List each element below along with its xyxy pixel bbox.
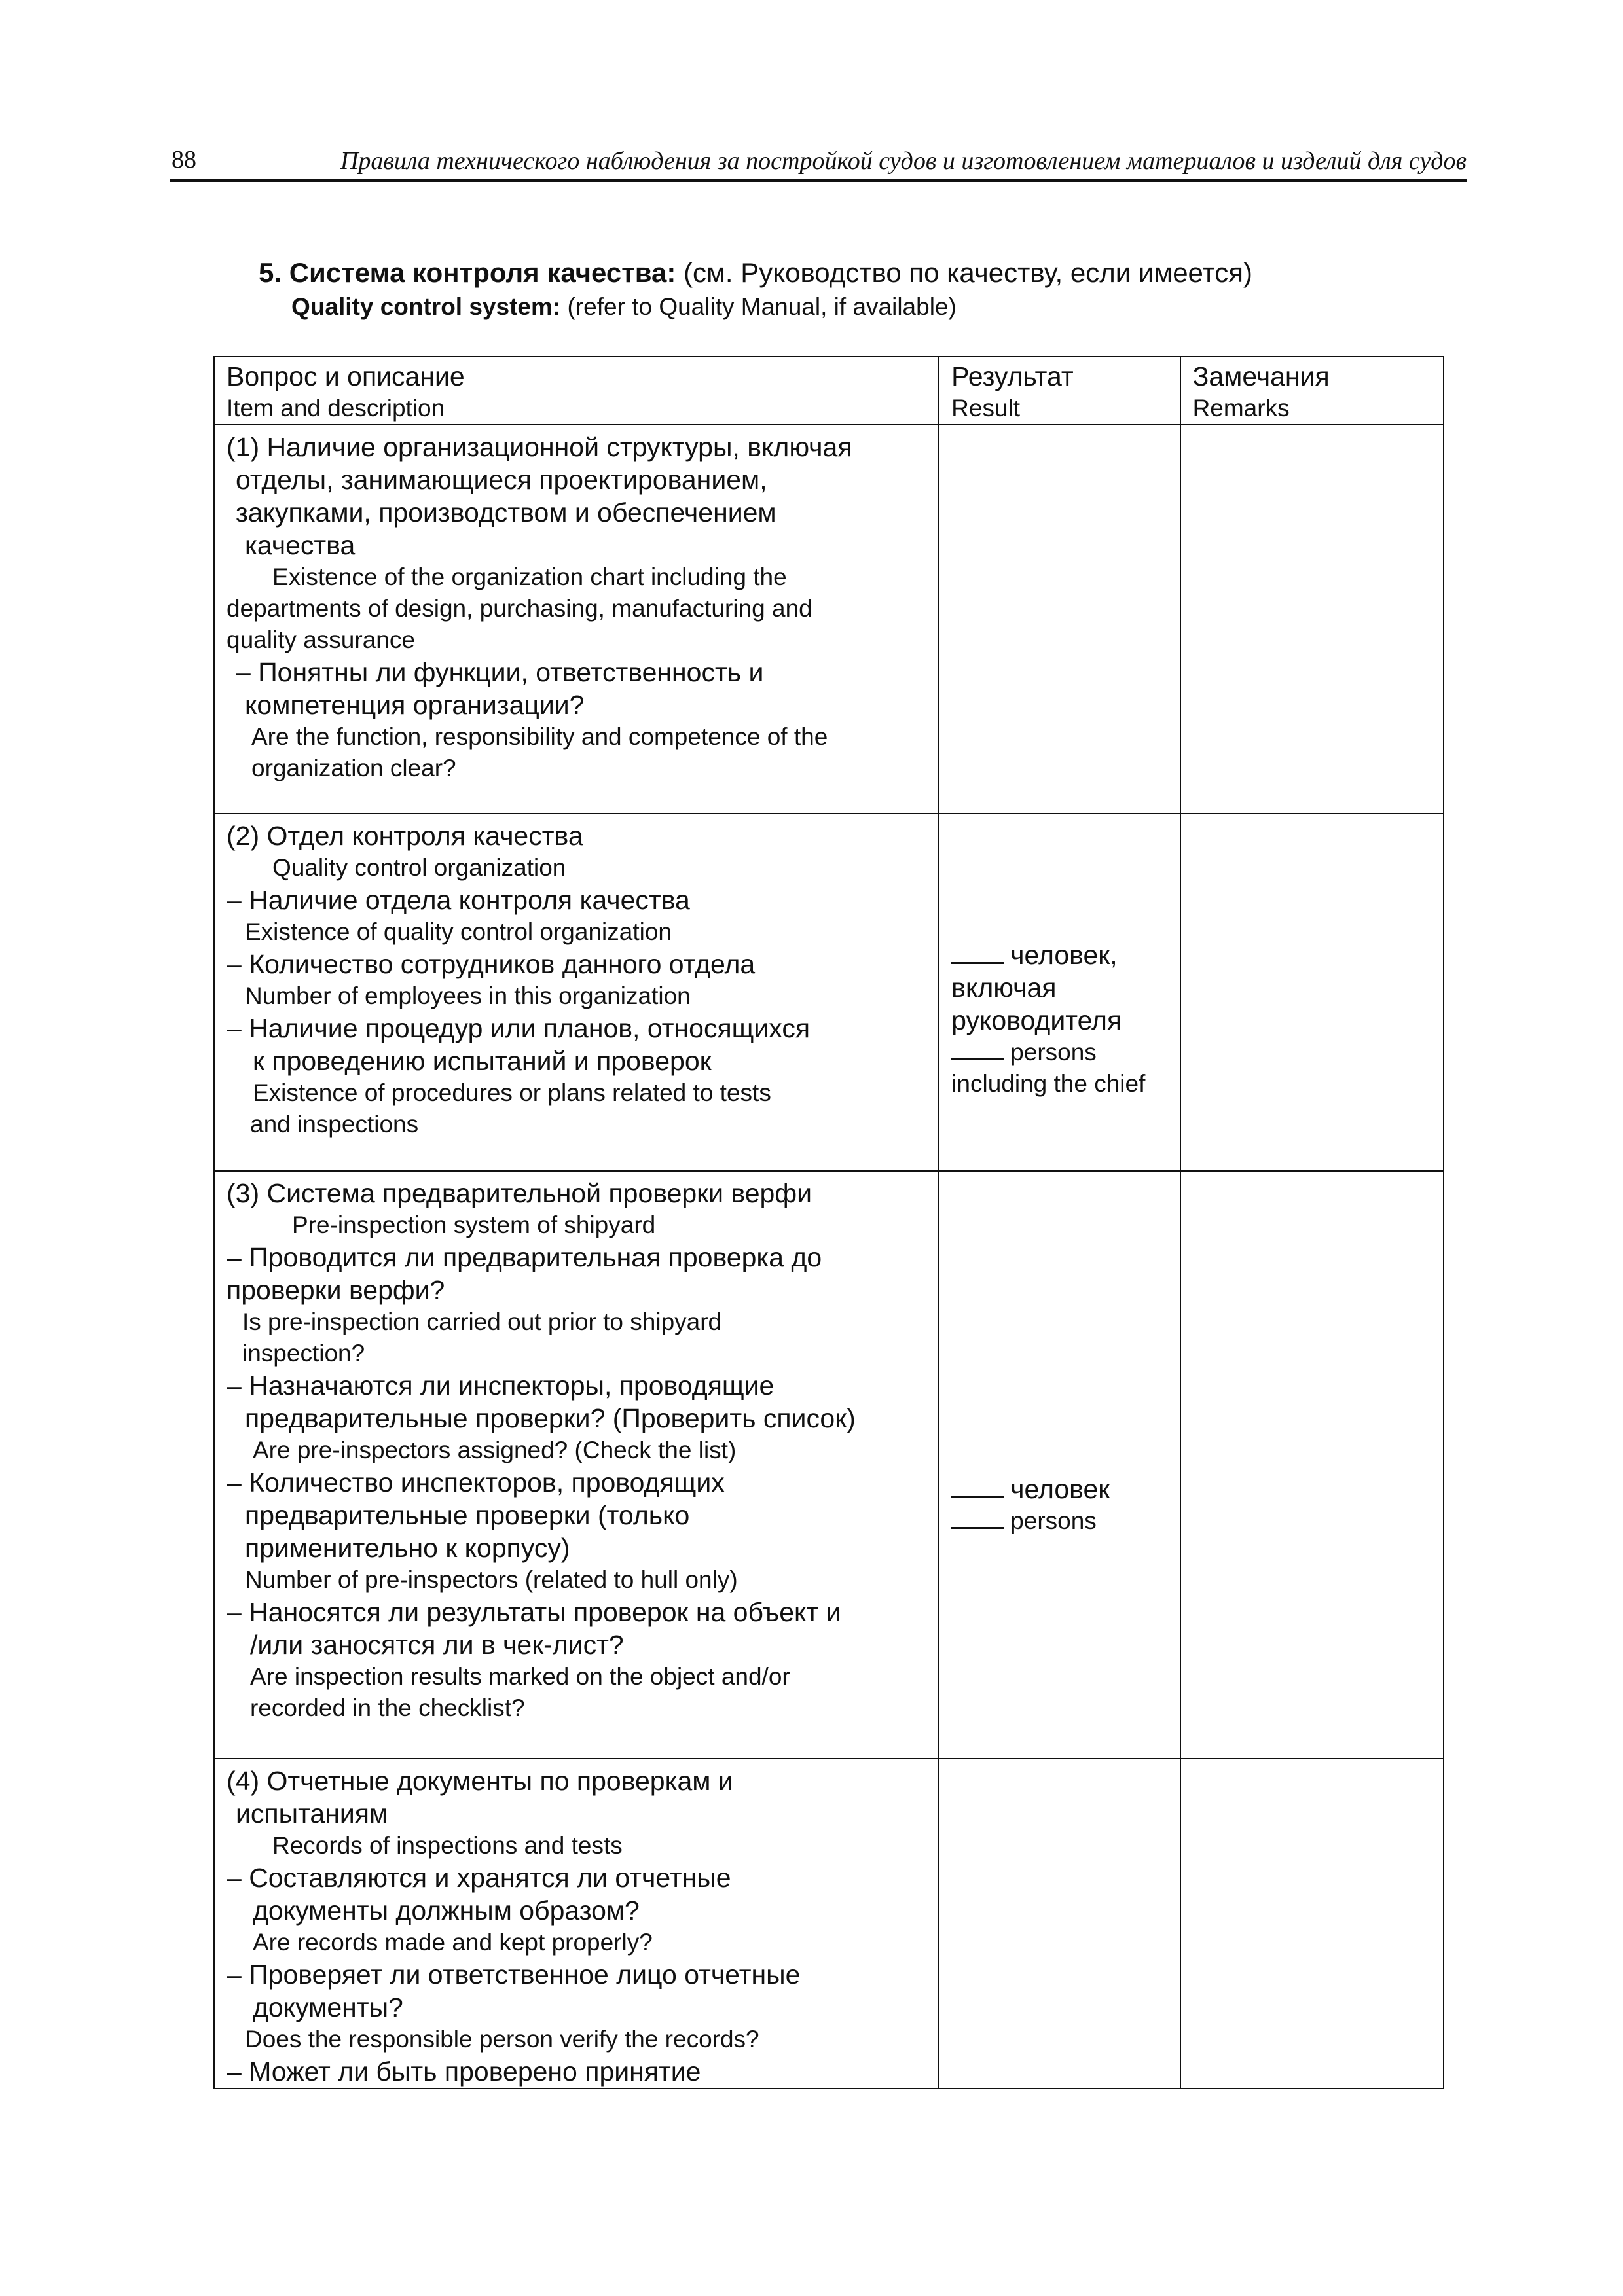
item-line: проверки верфи? <box>227 1275 445 1305</box>
item-line: Are inspection results marked on the object and/or <box>250 1663 790 1690</box>
item-line: документы должным образом? <box>253 1895 640 1926</box>
result-cell[interactable] <box>939 814 1180 1171</box>
item-line: закупками, производством и обеспечением <box>236 497 776 528</box>
item-line: Number of pre-inspectors (related to hull only) <box>245 1566 738 1593</box>
result-cell[interactable] <box>939 1759 1180 2089</box>
section-subheading <box>291 292 957 322</box>
page-number: 88 <box>172 146 196 173</box>
remarks-cell[interactable] <box>1180 1171 1444 1759</box>
result-line: persons <box>1010 1507 1097 1534</box>
item-line: Does the responsible person verify the records? <box>245 2026 759 2053</box>
header-remarks-ru: Замечания <box>1192 361 1330 391</box>
item-line: – Проводится ли предварительная проверка до <box>227 1242 822 1272</box>
item-line: отделы, занимающиеся проектированием, <box>236 465 767 495</box>
item-line: качества <box>245 530 356 560</box>
item-line: and inspections <box>250 1111 419 1138</box>
item-line: – Понятны ли функции, ответственность и <box>236 657 764 687</box>
item-cell <box>214 1171 939 1759</box>
table-row <box>214 1171 1444 1759</box>
blank-line[interactable] <box>951 1479 1004 1498</box>
quality-control-table <box>213 356 1444 2089</box>
remarks-cell[interactable] <box>1180 814 1444 1171</box>
result-cell[interactable] <box>939 425 1180 814</box>
item-line: – Количество сотрудников данного отдела <box>227 949 756 979</box>
header-remarks-en: Remarks <box>1192 395 1290 422</box>
item-line: recorded in the checklist? <box>250 1695 525 1721</box>
header-result <box>939 357 1180 425</box>
item-line: испытаниям <box>236 1799 388 1829</box>
item-cell <box>214 425 939 814</box>
running-head-title: Правила технического наблюдения за постройкой судов и изготовлением материалов и изделий для судов <box>340 147 1467 175</box>
header-remarks <box>1180 357 1444 425</box>
section-note-en: (refer to Quality Manual, if available) <box>567 293 957 320</box>
item-cell <box>214 814 939 1171</box>
item-line: inspection? <box>242 1340 365 1367</box>
item-line: /или заносятся ли в чек-лист? <box>250 1630 624 1660</box>
item-line: предварительные проверки? (Проверить список) <box>245 1403 856 1433</box>
item-line: – Назначаются ли инспекторы, проводящие <box>227 1371 775 1401</box>
item-line: – Наличие процедур или планов, относящихся <box>227 1013 811 1043</box>
section-note-ru: (см. Руководство по качеству, если имеется) <box>684 257 1253 288</box>
section-heading <box>259 257 1252 289</box>
item-line: к проведению испытаний и проверок <box>253 1046 712 1076</box>
section-title-en: Quality control system: <box>291 293 561 320</box>
item-line: – Количество инспекторов, проводящих <box>227 1467 725 1498</box>
result-line: человек <box>1010 1474 1110 1504</box>
item-line: – Проверяет ли ответственное лицо отчетные <box>227 1960 801 1990</box>
table-row <box>214 1759 1444 2089</box>
item-line: Are the function, responsibility and competence of the <box>251 723 828 750</box>
result-line: persons <box>1010 1039 1097 1066</box>
item-line: (4) Отчетные документы по проверкам и <box>227 1766 733 1796</box>
item-line: – Наличие отдела контроля качества <box>227 885 690 915</box>
blank-line[interactable] <box>951 1510 1004 1529</box>
item-line: – Наносятся ли результаты проверок на объект и <box>227 1597 841 1627</box>
item-line: предварительные проверки (только <box>245 1500 690 1530</box>
table-row <box>214 425 1444 814</box>
item-line: Existence of quality control organization <box>245 918 672 945</box>
header-item <box>214 357 939 425</box>
item-line: departments of design, purchasing, manufacturing and <box>227 595 812 622</box>
item-line: quality assurance <box>227 626 415 653</box>
section-number: 5. <box>259 257 282 288</box>
result-line: руководителя <box>951 1005 1122 1035</box>
result-line: including the chief <box>951 1070 1146 1097</box>
item-line: Records of inspections and tests <box>272 1832 623 1859</box>
item-line: Existence of procedures or plans related to tests <box>253 1079 771 1106</box>
item-line: Quality control organization <box>272 854 566 881</box>
item-line: Pre-inspection system of shipyard <box>292 1211 656 1238</box>
result-line: человек, <box>1010 940 1118 970</box>
blank-line[interactable] <box>951 1041 1004 1060</box>
item-line: (1) Наличие организационной структуры, включая <box>227 432 852 462</box>
table-row <box>214 814 1444 1171</box>
running-head <box>170 145 1467 182</box>
item-line: документы? <box>253 1992 403 2022</box>
header-item-ru: Вопрос и описание <box>227 361 465 391</box>
item-line: (2) Отдел контроля качества <box>227 821 583 851</box>
item-line: Existence of the organization chart including the <box>272 564 787 590</box>
item-line: Is pre-inspection carried out prior to shipyard <box>242 1308 722 1335</box>
blank-line[interactable] <box>951 945 1004 964</box>
section-title-ru: Система контроля качества: <box>289 257 676 288</box>
header-result-ru: Результат <box>951 361 1074 391</box>
item-line: (3) Система предварительной проверки верфи <box>227 1178 812 1208</box>
item-line: – Составляются и хранятся ли отчетные <box>227 1863 731 1893</box>
result-line: включая <box>951 973 1057 1003</box>
item-line: Are pre-inspectors assigned? (Check the list) <box>253 1437 737 1463</box>
result-cell[interactable] <box>939 1171 1180 1759</box>
header-item-en: Item and description <box>227 395 445 422</box>
item-line: – Может ли быть проверено принятие <box>227 2056 701 2087</box>
item-line: компетенция организации? <box>245 690 585 720</box>
header-result-en: Result <box>951 395 1021 422</box>
item-cell <box>214 1759 939 2089</box>
item-line: organization clear? <box>251 755 456 781</box>
item-line: применительно к корпусу) <box>245 1533 570 1563</box>
item-line: Are records made and kept properly? <box>253 1929 653 1956</box>
table-header-row <box>214 357 1444 425</box>
remarks-cell[interactable] <box>1180 1759 1444 2089</box>
item-line: Number of employees in this organization <box>245 982 691 1009</box>
remarks-cell[interactable] <box>1180 425 1444 814</box>
